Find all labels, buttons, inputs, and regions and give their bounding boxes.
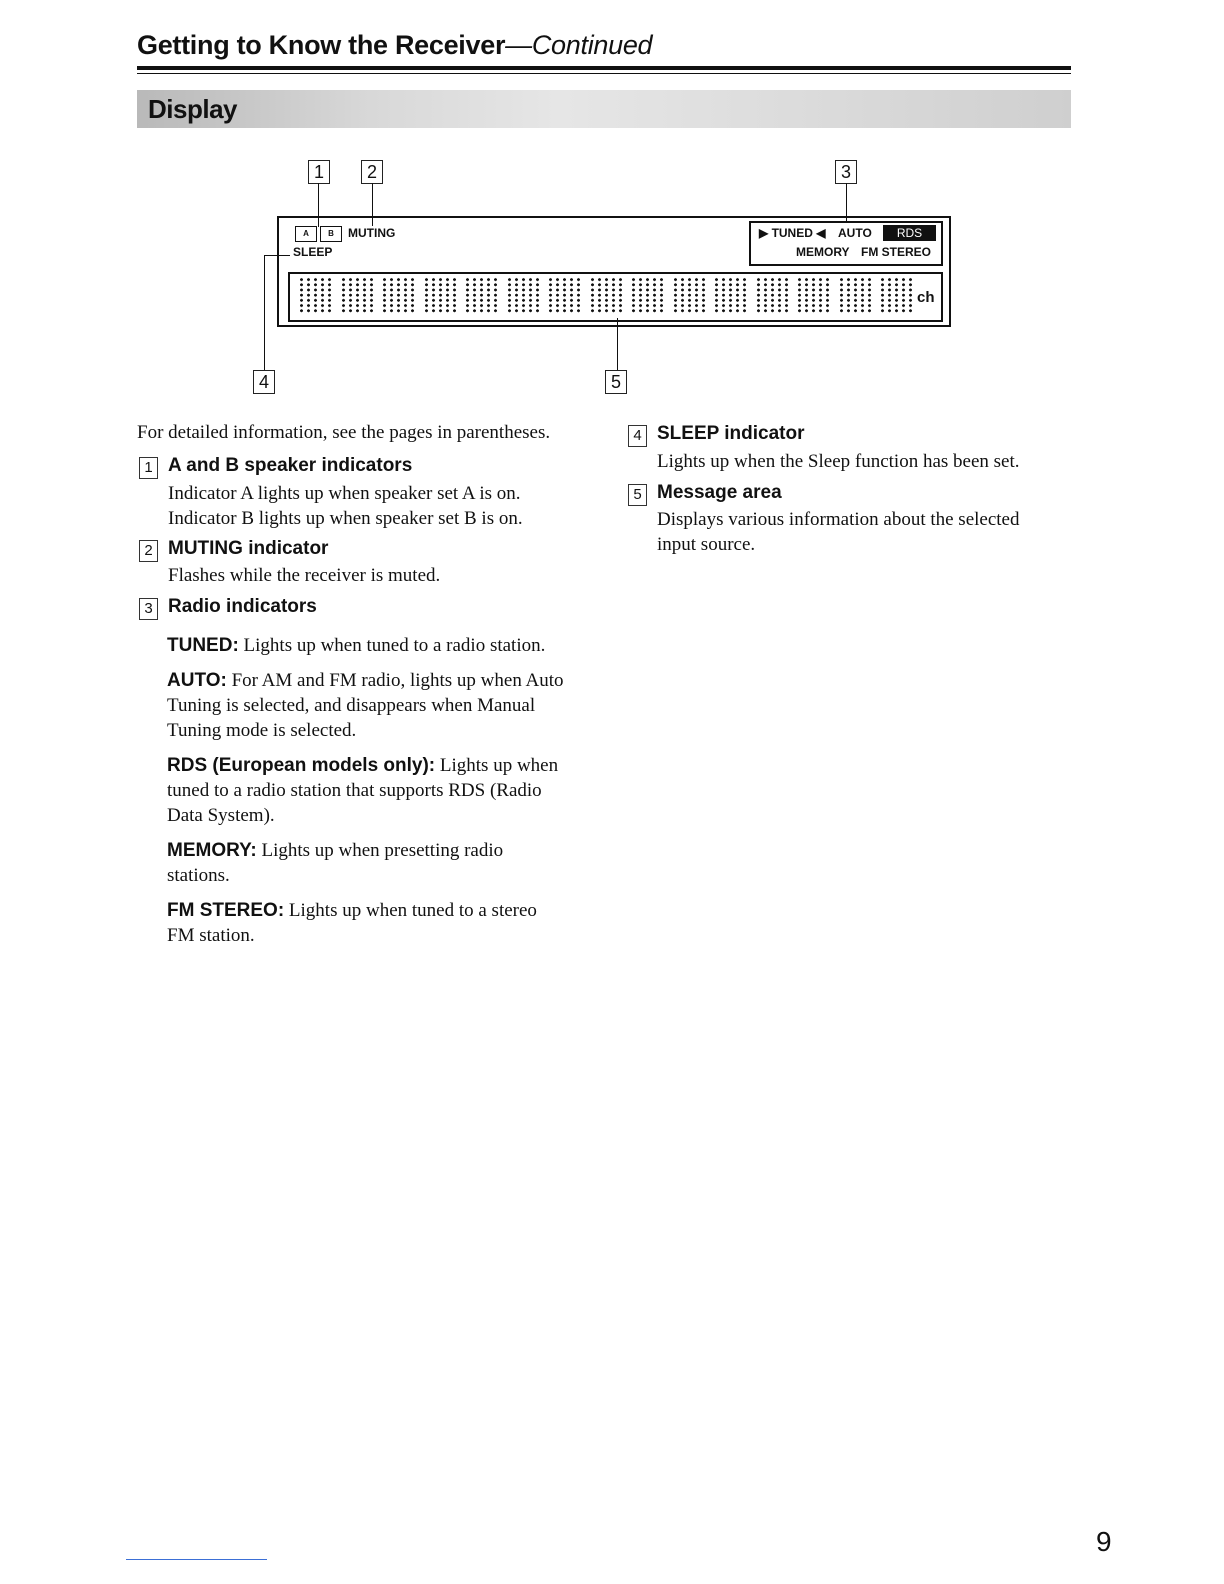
callout-3: 3 — [835, 160, 857, 184]
muting-indicator: MUTING — [348, 226, 396, 240]
dot-matrix-cell — [589, 277, 623, 313]
dot-matrix-cell — [713, 277, 747, 313]
dot-matrix-cell — [423, 277, 457, 313]
item-heading: MUTING indicator — [168, 538, 329, 559]
section-band — [137, 90, 1071, 128]
dot-matrix-cell — [464, 277, 498, 313]
callout-4: 4 — [253, 370, 275, 394]
item-line: Indicator A lights up when speaker set A is on. — [168, 483, 521, 504]
radio-desc: Tuning mode is selected. — [167, 720, 357, 741]
dot-matrix-cell — [672, 277, 706, 313]
radio-entry-fm-stereo — [167, 898, 537, 948]
channel-indicator: ch — [917, 289, 935, 306]
radio-term: RDS (European models only): — [167, 755, 436, 776]
item-heading: A and B speaker indicators — [168, 455, 413, 476]
radio-desc: Tuning is selected, and disappears when Manual — [167, 695, 536, 716]
item-description — [168, 481, 523, 531]
item-line: Displays various information about the selected — [657, 509, 1020, 530]
radio-entry-auto — [167, 668, 564, 743]
item-description — [168, 563, 440, 588]
page-number: 9 — [1096, 1526, 1112, 1557]
fm-stereo-indicator: FM STEREO — [861, 245, 932, 259]
section-title: Display — [148, 94, 237, 124]
dot-matrix-cell — [381, 277, 415, 313]
auto-indicator: AUTO — [838, 226, 872, 240]
callout-5: 5 — [605, 370, 627, 394]
page-title — [137, 30, 652, 61]
speaker-b-indicator: B — [320, 226, 342, 242]
item-line: Indicator B lights up when speaker set B is on. — [168, 508, 523, 529]
radio-entry-memory — [167, 838, 503, 888]
dot-matrix-cell — [796, 277, 830, 313]
radio-entry-tuned — [167, 633, 545, 658]
tuned-indicator: ▶ TUNED ◀ — [759, 226, 826, 240]
radio-term: MEMORY: — [167, 840, 257, 861]
radio-desc: FM station. — [167, 925, 255, 946]
radio-desc: Lights up when tuned to a stereo — [284, 900, 537, 921]
item-line: Lights up when the Sleep function has been set. — [657, 451, 1020, 472]
sleep-indicator: SLEEP — [293, 245, 333, 259]
radio-desc: For AM and FM radio, lights up when Auto — [226, 670, 564, 691]
radio-term: AUTO: — [167, 670, 227, 691]
item-number: 4 — [628, 425, 647, 447]
dot-matrix-cell — [298, 277, 332, 313]
speaker-a-indicator: A — [295, 226, 317, 242]
rds-indicator: RDS — [883, 225, 936, 241]
footer-rule — [126, 1559, 267, 1560]
radio-entry-rds — [167, 753, 558, 828]
item-description — [657, 449, 1020, 474]
item-line: input source. — [657, 534, 756, 555]
dot-matrix-cell — [879, 277, 913, 313]
dot-matrix-cell — [838, 277, 872, 313]
header-rule-thin — [137, 73, 1071, 74]
dot-matrix-cell — [630, 277, 664, 313]
intro-text: For detailed information, see the pages in parentheses. — [137, 422, 551, 443]
item-description — [657, 507, 1020, 557]
radio-desc: stations. — [167, 865, 230, 886]
header-rule-thick — [137, 66, 1071, 70]
memory-indicator: MEMORY — [796, 245, 850, 259]
radio-term: TUNED: — [167, 635, 239, 656]
item-number: 3 — [139, 598, 158, 620]
item-heading: Message area — [657, 482, 782, 503]
dot-matrix-cell — [506, 277, 540, 313]
radio-desc: tuned to a radio station that supports RDS (Radio — [167, 780, 542, 801]
radio-desc: Data System). — [167, 805, 275, 826]
leader-line-4 — [264, 255, 265, 370]
item-heading: Radio indicators — [168, 596, 317, 617]
dot-matrix-cell — [340, 277, 374, 313]
dot-matrix-cell — [547, 277, 581, 313]
item-number: 1 — [139, 457, 158, 479]
callout-2: 2 — [361, 160, 383, 184]
radio-desc: Lights up when tuned to a radio station. — [238, 635, 546, 656]
radio-term: FM STEREO: — [167, 900, 285, 921]
radio-desc: Lights up when presetting radio — [256, 840, 504, 861]
item-number: 5 — [628, 484, 647, 506]
page-title-continued: —Continued — [505, 30, 653, 60]
page-title-text: Getting to Know the Receiver — [137, 30, 506, 60]
dot-matrix-cell — [755, 277, 789, 313]
radio-desc: Lights up when — [435, 755, 559, 776]
callout-1: 1 — [308, 160, 330, 184]
item-line: Flashes while the receiver is muted. — [168, 565, 441, 586]
item-number: 2 — [139, 540, 158, 562]
item-heading: SLEEP indicator — [657, 423, 805, 444]
